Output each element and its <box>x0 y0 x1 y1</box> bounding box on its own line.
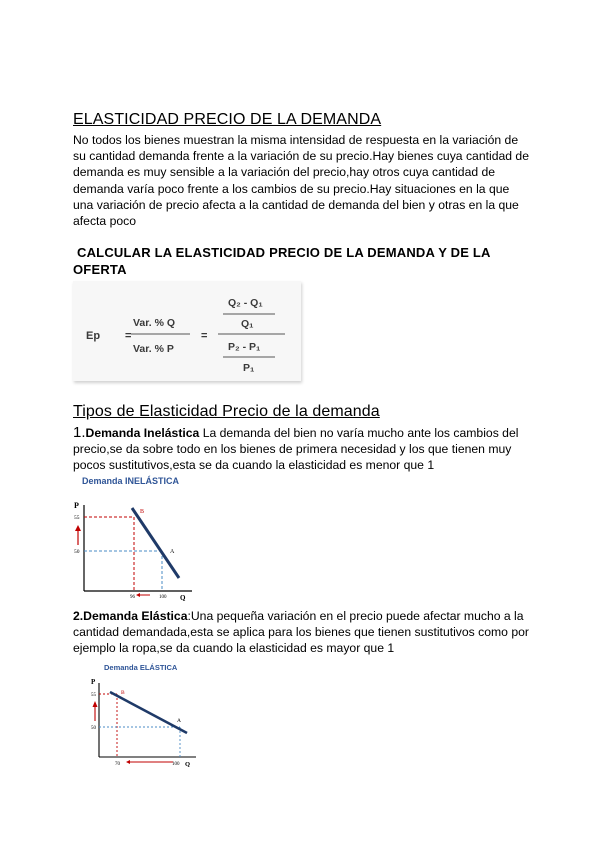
graph1-title: Demanda INELÁSTICA <box>82 476 180 486</box>
formula-image <box>73 281 301 381</box>
item1-line2: precio,se da sobre todo en los bienes de primera necesidad y los que tienen muy <box>73 442 512 457</box>
formula-var-p: Var. % P <box>133 343 174 355</box>
item1-line1 <box>73 425 553 441</box>
graph2-q-label: Q <box>185 761 191 768</box>
graph1-demand-curve <box>132 508 179 578</box>
section-title-tipos: Tipos de Elasticidad Precio de la demanda <box>73 403 380 420</box>
item1-number: 1. <box>73 424 86 441</box>
graph1-y-high: 55 <box>74 515 80 521</box>
item1-bold: Demanda Inelástica <box>85 426 200 440</box>
graph2-x-low: 70 <box>115 762 120 767</box>
formula-q-diff: Q₂ - Q₁ <box>228 297 263 309</box>
graph1-point-a: A <box>170 549 175 555</box>
graph1-arrow-up-head <box>75 525 81 531</box>
paragraph-line: demanda varía poco frente a los cambios de su precio.Hay situaciones en la que <box>73 181 510 196</box>
item1-paragraph <box>73 425 553 474</box>
formula-equals-2: = <box>201 330 208 342</box>
item2-line2: cantidad demandada,esta se aplica para los bienes que tienen sustitutivos como por <box>73 625 529 640</box>
item2-paragraph <box>73 608 553 657</box>
graph-inelastic <box>72 475 202 603</box>
formula-p-base: P₁ <box>243 362 255 374</box>
paragraph-line: su cantidad demanda frente a la variación de su precio.Hay bienes cuya cantidad de <box>73 149 529 164</box>
graph1-p-label: P <box>74 501 79 510</box>
calc-heading-line1: CALCULAR LA ELASTICIDAD PRECIO DE LA DEMANDA Y DE LA <box>77 245 491 260</box>
graph2-point-a: A <box>177 718 181 724</box>
section-title-elasticidad: ELASTICIDAD PRECIO DE LA DEMANDA <box>73 111 382 128</box>
item2-line1 <box>73 608 553 624</box>
paragraph-line: afecta poco <box>73 214 137 229</box>
graph2-x-high: 100 <box>172 762 180 767</box>
item2-line3: ejemplo la ropa,se da cuando la elasticidad es mayor que 1 <box>73 641 395 656</box>
graph2-point-b: B <box>121 690 125 696</box>
graph2-y-low: 50 <box>91 726 96 731</box>
paragraph-line: No todos los bienes muestran la misma intensidad de respuesta en la variación de <box>73 133 519 147</box>
item2-bold: 2.Demanda Elástica <box>73 609 188 623</box>
item1-line3: pocos sustitutivos,esta se da cuando la elasticidad es menor que 1 <box>73 458 435 473</box>
intro-paragraph <box>73 132 543 229</box>
graph2-p-label: P <box>91 678 96 686</box>
graph1-x-high: 100 <box>159 595 167 600</box>
formula-var-q: Var. % Q <box>133 317 176 329</box>
graph-elastic-svg <box>88 661 208 771</box>
paragraph-line: demanda es muy sensible a la variación del precio,hay otros cuya cantidad de <box>73 165 496 180</box>
graph-inelastic-svg <box>72 475 202 603</box>
formula-q-base: Q₁ <box>241 318 254 330</box>
graph1-point-b: B <box>140 509 145 515</box>
graph2-arrow-up-head <box>93 701 98 707</box>
formula-equals-1: = <box>125 330 132 342</box>
graph1-x-low: 96 <box>130 595 135 600</box>
graph1-q-label: Q <box>180 594 186 602</box>
graph-elastic <box>88 661 208 771</box>
calc-heading-line2: OFERTA <box>73 262 127 277</box>
formula-svg <box>73 281 301 381</box>
graph2-arrow-left-head <box>126 760 130 764</box>
formula-ep: Ep <box>86 330 101 342</box>
graph1-y-low: 50 <box>74 549 80 555</box>
graph1-arrow-left-head <box>136 593 140 597</box>
graph2-y-high: 55 <box>91 693 96 698</box>
paragraph-line: una variación de precio afecta a la cantidad de demanda del bien y otras en la que <box>73 197 519 212</box>
item1-rest: La demanda del bien no varía mucho ante los cambios del <box>199 426 519 440</box>
formula-p-diff: P₂ - P₁ <box>228 341 261 353</box>
item2-rest: :Una pequeña variación en el precio puede afectar mucho a la <box>187 609 524 623</box>
graph2-title: Demanda ELÁSTICA <box>104 663 178 672</box>
